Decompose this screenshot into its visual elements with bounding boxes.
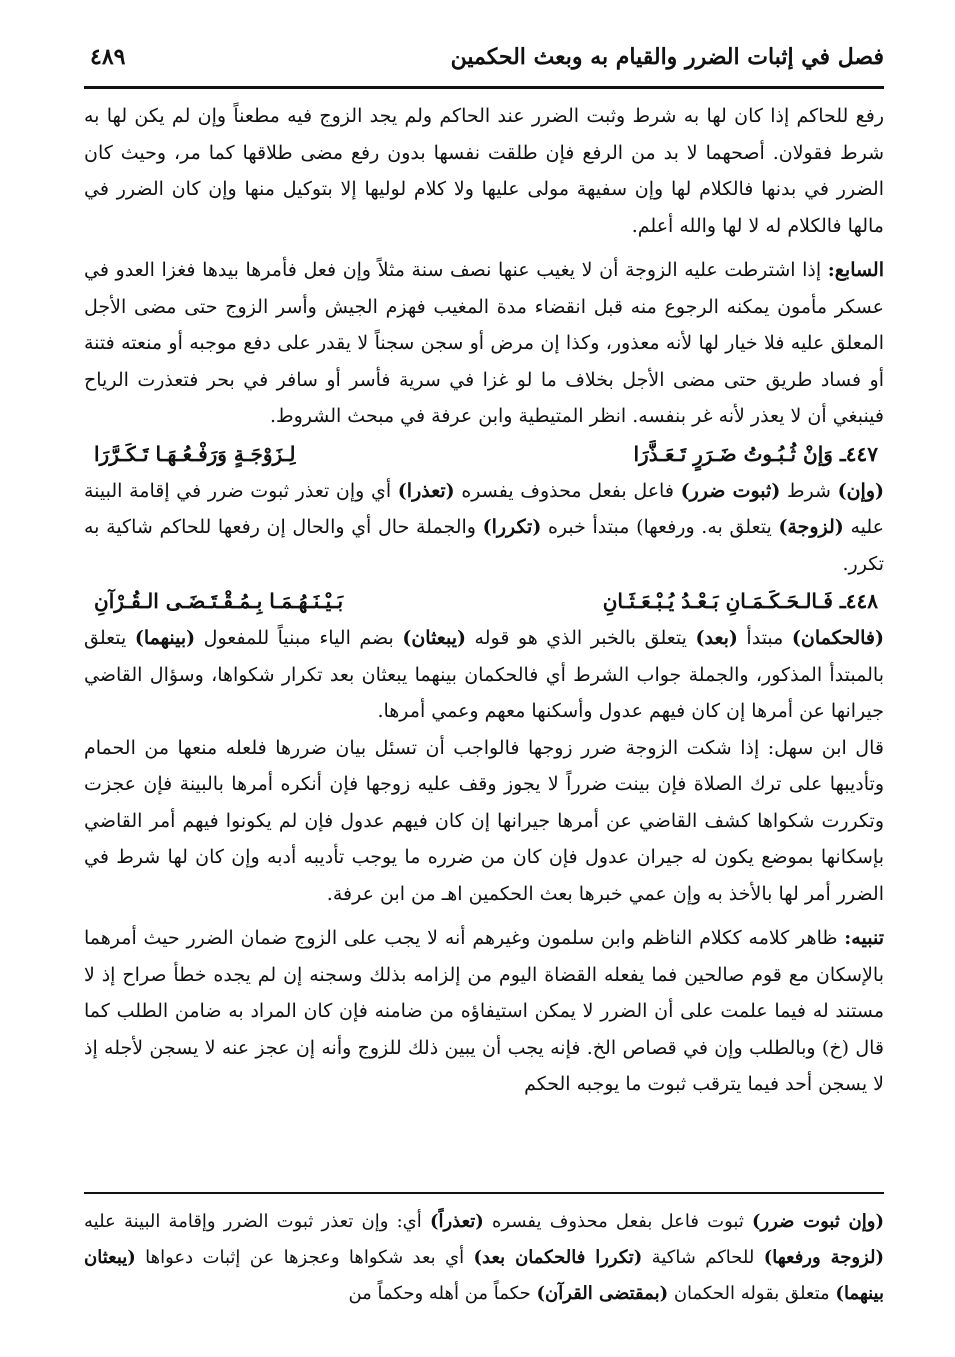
- term: (تكررا): [482, 516, 542, 538]
- verse-448-first-hemistich: ٤٤٨ـ فَـالـحَـكَـمَـانِ بَـعْـدُ يُـبْـعَـثَـانِ: [602, 589, 878, 613]
- page-number: ٤٨٩: [90, 44, 126, 70]
- paragraph-4: [84, 620, 884, 730]
- footnote-text: [84, 1204, 884, 1312]
- paragraph-2-text: إذا اشترطت عليه الزوجة أن لا يغيب عنها نصف سنة مثلاً وإن فعل فأمرها بيدها فغزا العدو في عسكر مأمون يمكنه الرجوع منه قبل انقضاء مدة المغيب فهزم الجيش وأسر الزوج حتى مضى الأجل المعلق عليه فلا خيار لها لأنه معذور، وكذا إن مرض أو سجن سجناً لا يقدر على دفع موجبه أو منعته فتنة أو فساد طريق حتى مضى الأجل بخلاف ما لو غزا في سرية فأسر أو سافر في بحر فتعذرت الرياح فينبغي أن لا يعذر لأنه غر بنفسه. انظر المتيطية وابن عرفة في مبحث الشروط.: [84, 259, 884, 427]
- term: (يبعثان بينهما): [84, 1247, 884, 1304]
- term: (بعد): [695, 627, 738, 649]
- verse-447: [84, 435, 884, 473]
- text: يتعلق به. ورفعها) مبتدأ خبره: [541, 516, 779, 538]
- term: (ثبوت ضرر): [680, 479, 781, 502]
- paragraph-6: [84, 920, 884, 1103]
- verse-448-second-hemistich: بَـيْـنَـهُـمَـا بِـمُـقْـتَـضَـى الـقُـرْآنِ: [94, 589, 344, 613]
- paragraph-2: [84, 252, 884, 435]
- text: أي وإن تعذر ثبوت ضرر في إقامة البينة عليه: [84, 479, 884, 538]
- text: شرط: [780, 479, 838, 502]
- term: (لزوجة ورفعها): [763, 1247, 884, 1268]
- header-rule: [84, 86, 884, 89]
- term: (وإن ثبوت ضرر): [752, 1211, 884, 1232]
- paragraph-3: [84, 473, 884, 583]
- main-text: [84, 98, 884, 1103]
- paragraph-1: رفع للحاكم إذا كان لها به شرط وثبت الضرر عند الحاكم ولم يجد الزوج فيه مطعناً وإن لم يكن لها به شرط فقولان. أصحهما لا بد من الرفع فإن طلقت نفسها بدون رفع مضى طلاقها كما مر، وحيث كان الضرر في بدنها فالكلام لها وإن سفيهة مولى عليها ولا كلام لوليها إلا بتوكيل منها وإن كان الضرر في مالها فالكلام له لا لها والله أعلم.: [84, 105, 884, 237]
- text: بضم الياء مبنياً للمفعول: [195, 627, 403, 649]
- text: للحاكم شاكية: [642, 1247, 764, 1268]
- text: ثبوت فاعل بفعل محذوف يفسره: [483, 1211, 753, 1232]
- paragraph-5: قال ابن سهل: إذا شكت الزوجة ضرر زوجها فالواجب أن تسئل بيان ضررها فلعله منعها من الحمام وتأديبها على ترك الصلاة فإن بينت ضرراً لا يجوز وقف عليه زوجها فإن أنكره أمرها بالبينة فإن عجزت وتكررت شكواها كشف القاضي عن أمرها جيرانها إن كان فيهم عدول فإن لم يكونوا فيهم أمر القاضي بإسكانها بموضع يكون له جيران عدول فإن كان من ضرره ما يوجب تأديبه أدبه وإن كان لها شرط في الضرر أمر لها بالأخذ به وإن عمي خبرها بعث الحكمين اهـ من ابن عرفة.: [84, 736, 884, 905]
- text: والجملة حال أي والحال إن رفعها للحاكم شاكية به تكرر.: [84, 516, 884, 575]
- paragraph-6-lead: تنبيه:: [844, 927, 884, 949]
- text: فاعل بفعل محذوف يفسره: [454, 479, 681, 502]
- term: (وإن): [837, 479, 884, 502]
- term: (تعذرا): [397, 479, 455, 502]
- verse-448: [84, 582, 884, 620]
- text: أي بعد شكواها وعجزها عن إثبات دعواها: [135, 1247, 474, 1268]
- chapter-title: فصل في إثبات الضرر والقيام به وبعث الحكمين: [450, 44, 884, 70]
- text: متعلق بقوله الحكمان: [668, 1283, 836, 1304]
- page-header: [84, 40, 884, 84]
- text: يتعلق بالخبر الذي هو قوله: [466, 627, 696, 649]
- term: (تكررا فالحكمان بعد): [473, 1247, 643, 1268]
- text: حكماً من أهله وحكماً من: [348, 1283, 537, 1304]
- paragraph-2-lead: السابع:: [827, 259, 885, 281]
- term: (لزوجة): [778, 516, 844, 538]
- verse-447-second-hemistich: لِـزَوْجَـةٍ وَرَفْـعُـهَـا تَـكَـرَّرَا: [94, 441, 296, 466]
- text: أي: وإن تعذر ثبوت الضرر وإقامة البينة عليه: [84, 1211, 430, 1232]
- term: (تعذراً): [429, 1211, 484, 1232]
- term: (بينهما): [134, 627, 196, 649]
- paragraph-6-text: ظاهر كلامه ككلام الناظم وابن سلمون وغيرهم أنه لا يجب على الزوج ضمان الضرر حيث أمرهما بالإسكان مع قوم صالحين فما يفعله القضاة اليوم من إلزامه بذلك وسجنه إن لم يجده خطأ صراح إذ لا مستند له فيما علمت على أن الضرر لا يمكن استيفاؤه من ضامنه فإن كان المراد به ضامن الطلب كما قال (خ) وبالطلب وإن في قصاص الخ. فإنه يجب أن يبين ذلك للزوج وأنه إن عجز عنه لا يسجن لأجله إذ لا يسجن أحد فيما يترقب ثبوت ما يوجبه الحكم: [84, 927, 884, 1095]
- footnote: [84, 1204, 884, 1312]
- footnote-rule: [84, 1192, 884, 1194]
- verse-447-first-hemistich: ٤٤٧ـ وَإنْ ثُـبُـوتُ ضَـرَرٍ تَـعَـذَّرَا: [633, 441, 878, 466]
- term: (بمقتضى القرآن): [536, 1283, 669, 1304]
- text: مبتدأ: [737, 627, 792, 649]
- text: يتعلق بالمبتدأ المذكور، والجملة جواب الشرط أي فالحكمان بينهما يبعثان بعد تكرار شكواها، وسؤال القاضي جيرانها عن أمرها إن كان فيهم عدول وأسكنها معهم وعمي أمرها.: [84, 627, 884, 722]
- term: (فالحكمان): [791, 627, 884, 649]
- term: (يبعثان): [402, 627, 466, 649]
